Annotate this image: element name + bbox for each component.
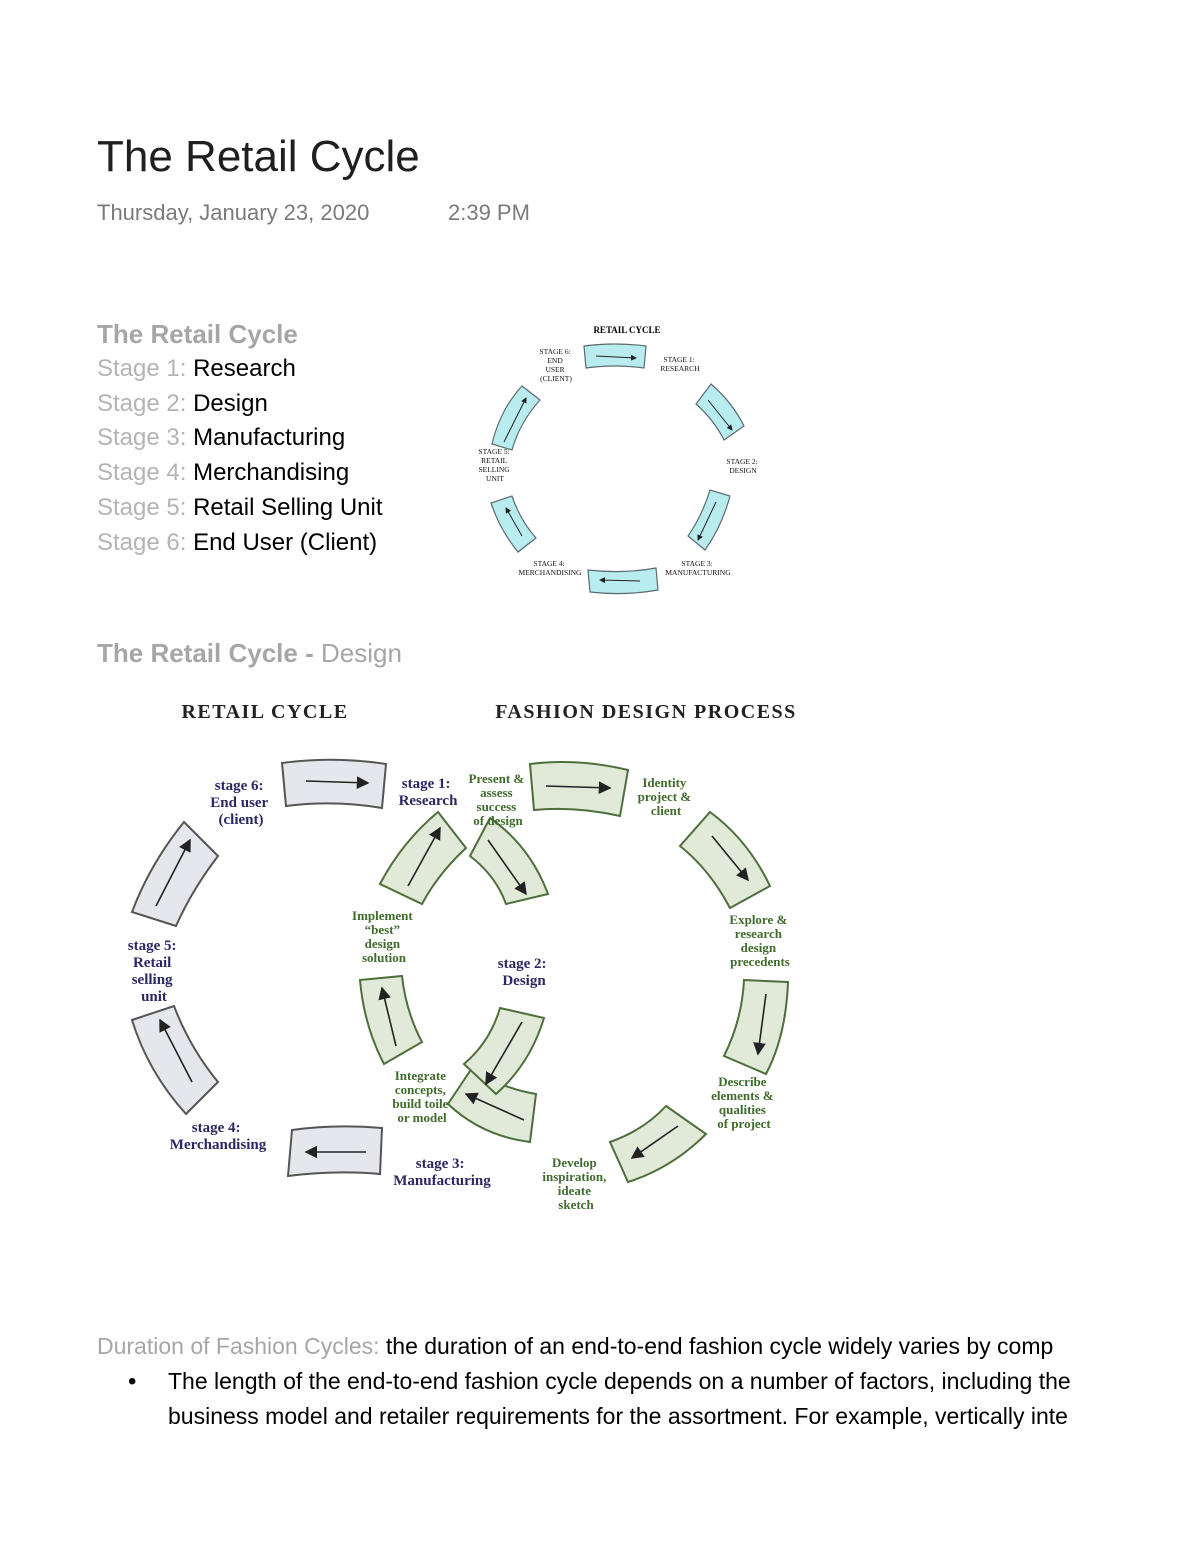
section-heading-retail-cycle-design [97,638,402,669]
arc-segment [132,1006,218,1114]
heading-main: The Retail Cycle - [97,638,321,668]
stage-item [97,494,383,522]
arc-segment [288,1126,382,1176]
arc-segment [610,1106,706,1182]
label-stage4: STAGE 4: MERCHANDISING [518,559,582,577]
arc-segment [470,818,548,904]
bullet-line-1: The length of the end-to-end fashion cycle depends on a number of factors, including the [168,1368,1071,1394]
page-date: Thursday, January 23, 2020 [97,200,370,225]
arc-segment [688,490,730,550]
arc-segment [696,384,744,440]
arc-segment [530,762,628,816]
label-integrate: Integrate concepts, build toile or model [392,1068,449,1125]
arc-segment [360,976,422,1064]
label-present: Present & assess success of design [468,771,525,828]
label-stage3: stage 3: Manufacturing [393,1156,491,1189]
stage-label: Stage 2: [97,390,187,417]
stage-item [97,390,268,418]
arc-segment [584,344,646,368]
arc-segment [132,822,218,926]
stage-item [97,424,345,452]
stage-item [97,529,377,557]
stage-item [97,459,349,487]
small-cycle-arcs [491,344,744,594]
arc-segment [491,496,536,552]
heading-suffix: Design [320,638,402,668]
stage-value: End User (Client) [193,529,378,556]
left-diagram-title: RETAIL CYCLE [181,701,349,723]
right-diagram-title: FASHION DESIGN PROCESS [495,701,797,723]
label-stage5: stage 5: Retail selling unit [127,938,177,1005]
stage-label: Stage 4: [97,459,187,486]
page-time: 2:39 PM [448,200,530,225]
label-stage6: STAGE 6: END USER (CLIENT) [539,347,572,383]
duration-paragraph [97,1333,1053,1360]
bullet-line-2: business model and retailer requirements for the assortment. For example, vertically inte [168,1403,1068,1429]
stage-label: Stage 6: [97,529,187,556]
arc-segment [282,760,386,808]
small-retail-cycle-diagram [460,318,780,598]
small-cycle-arrows [504,356,732,581]
label-implement: Implement “best” design solution [352,908,413,965]
stage-value: Manufacturing [193,424,346,451]
label-stage1: stage 1: Research [398,776,458,809]
label-stage2: STAGE 2: DESIGN [726,457,758,475]
stage-value: Merchandising [193,459,350,486]
arc-segment [724,980,788,1074]
label-stage6: stage 6: End user (client) [210,778,268,828]
stage-item [97,355,296,383]
page-title: The Retail Cycle [97,132,420,181]
bullet-icon: • [128,1368,137,1395]
retail-fashion-design-diagram [110,690,830,1220]
label-stage3: STAGE 3: MANUFACTURING [665,559,731,577]
stage-value: Design [193,390,268,417]
label-explore: Explore & research design precedents [729,912,790,969]
label-stage5: STAGE 5: RETAIL SELLING UNIT [478,447,510,483]
label-identity: Identity project & client [637,775,692,818]
stage-label: Stage 3: [97,424,187,451]
arc-segment [680,812,770,908]
duration-label: Duration of Fashion Cycles: [97,1333,380,1359]
stage-label: Stage 1: [97,355,187,382]
stage-value: Research [193,355,296,382]
stage-label: Stage 5: [97,494,187,521]
label-stage2: stage 2: Design [497,956,547,989]
section-heading-retail-cycle: The Retail Cycle [97,319,298,349]
stage-value: Retail Selling Unit [193,494,383,521]
label-develop: Develop inspiration, ideate sketch [542,1155,607,1212]
small-diagram-title: RETAIL CYCLE [593,325,661,335]
label-stage4: stage 4: Merchandising [169,1120,267,1153]
label-describe: Describe elements & qualities of project [711,1074,774,1131]
duration-text: the duration of an end-to-end fashion cycle widely varies by comp [379,1333,1054,1359]
label-stage1: STAGE 1: RESEARCH [660,355,700,373]
